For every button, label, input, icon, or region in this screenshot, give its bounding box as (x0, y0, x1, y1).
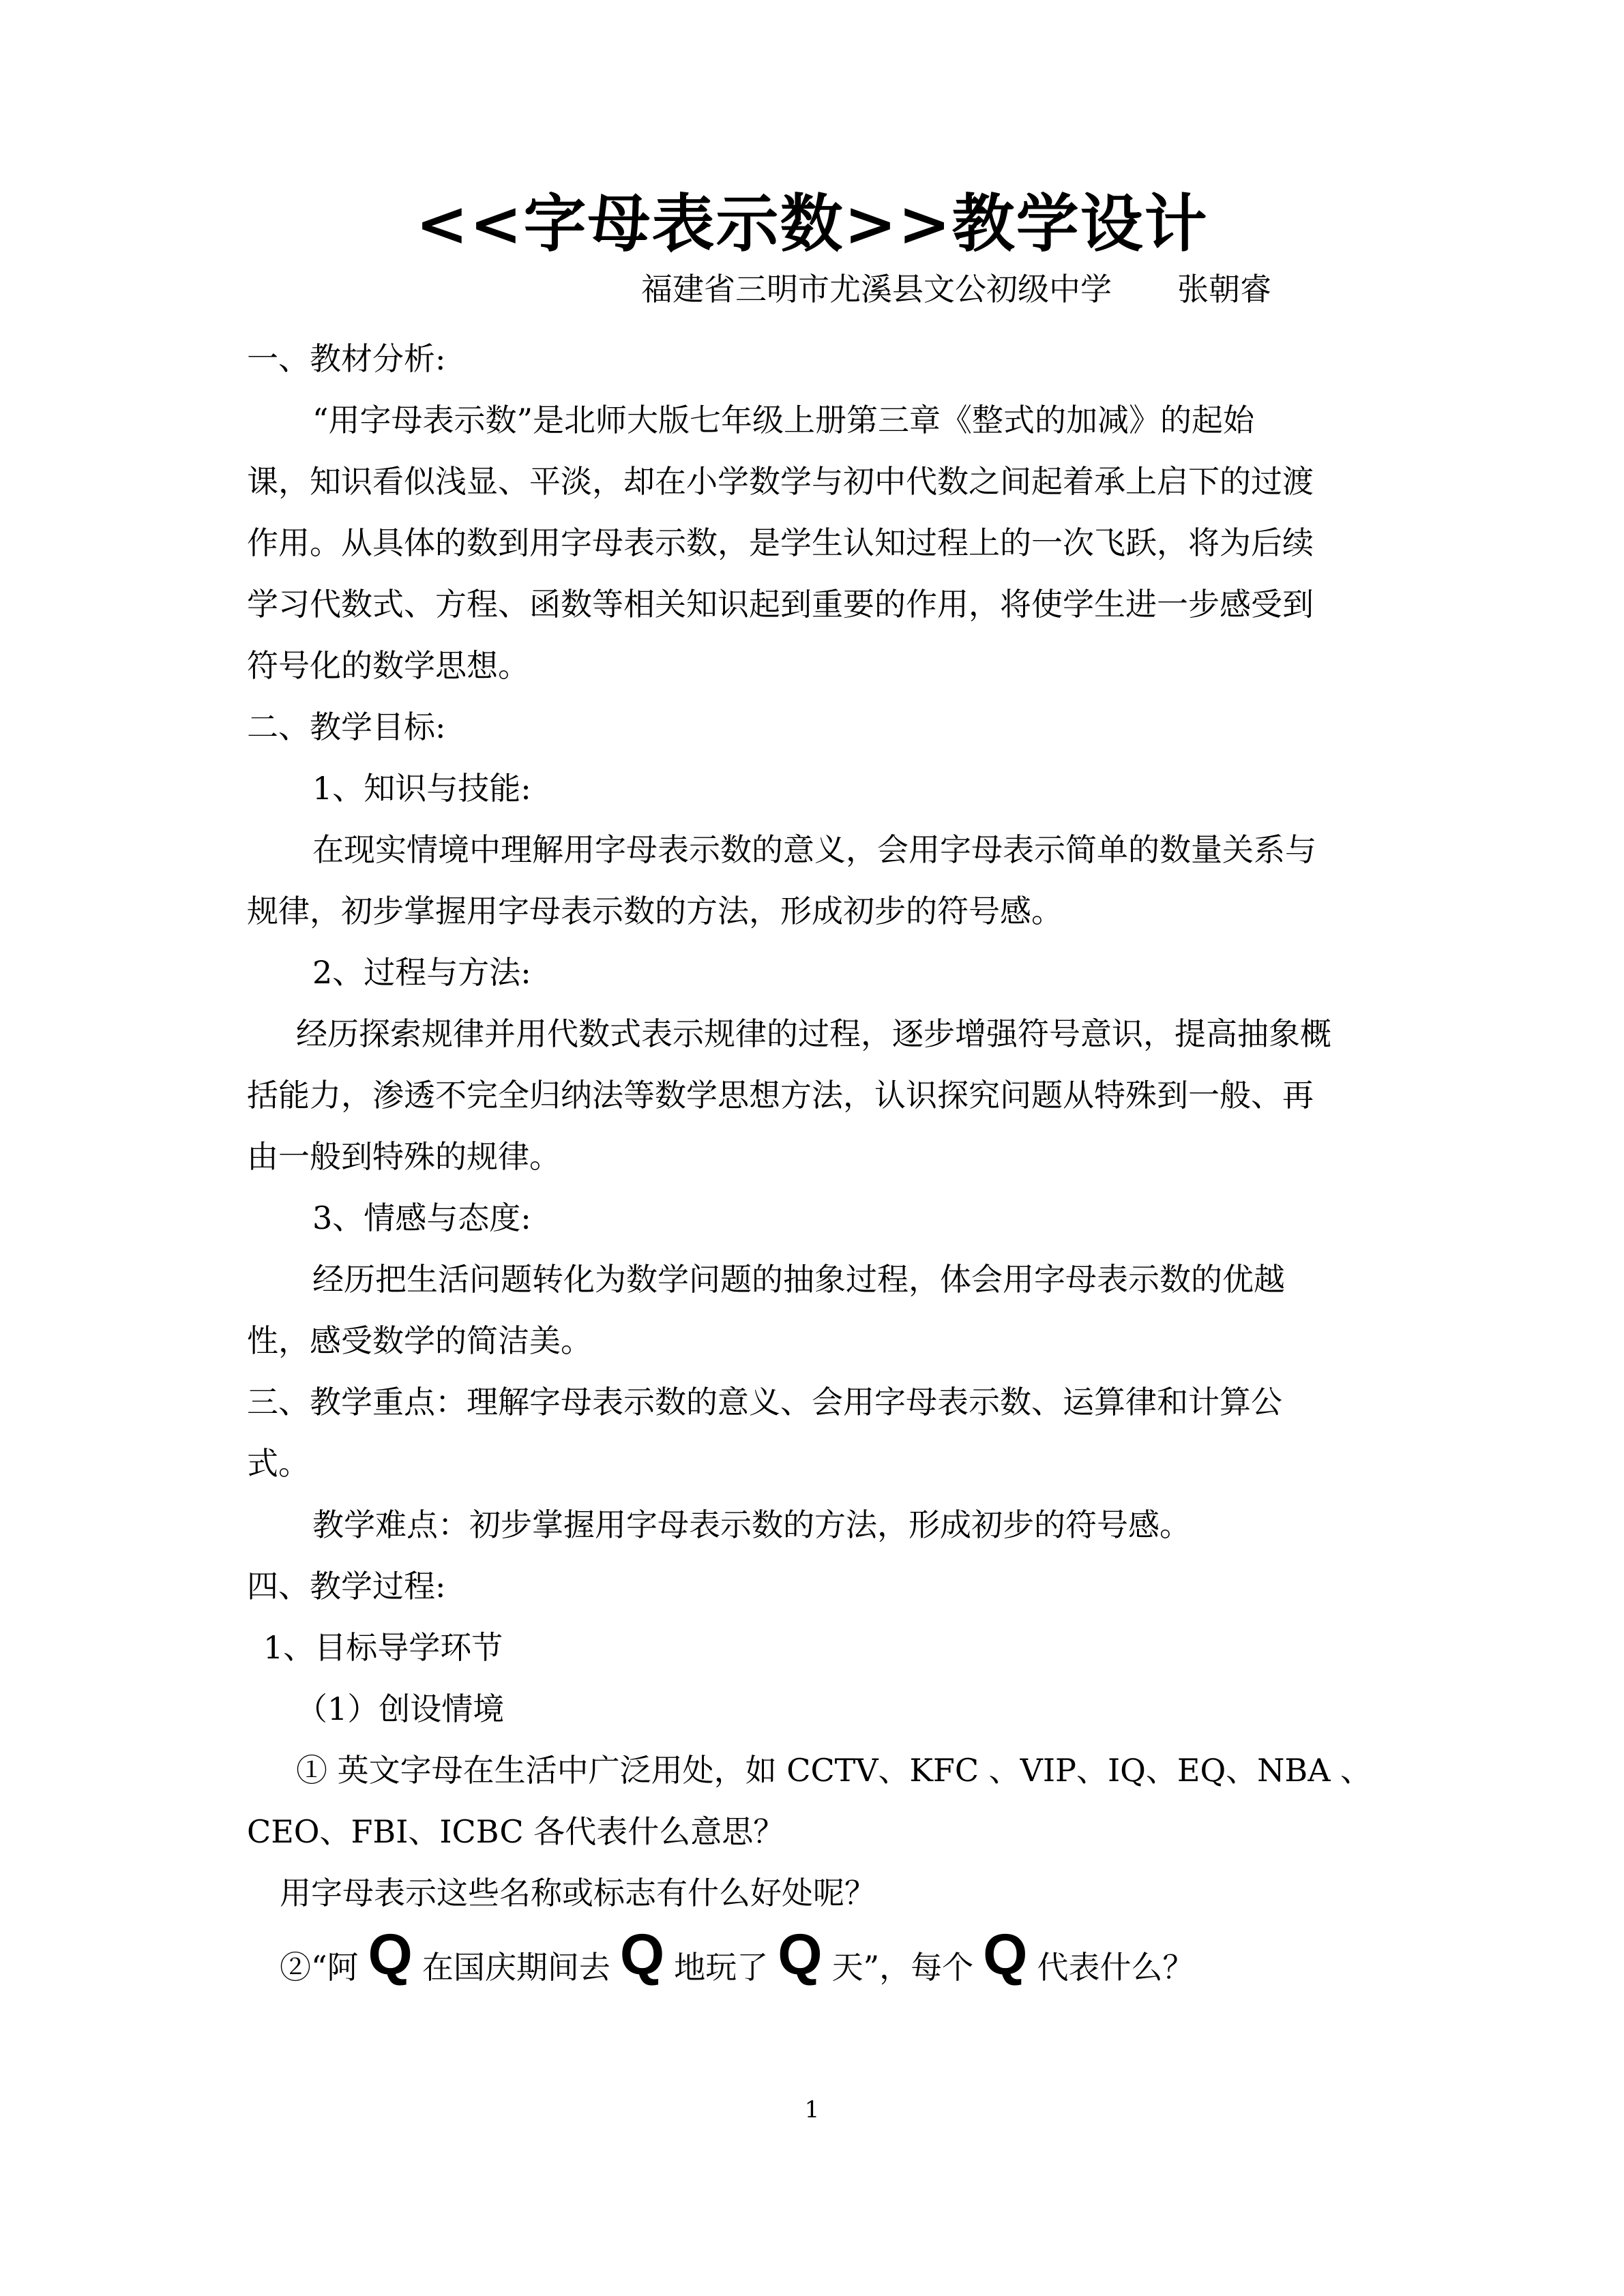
paragraph-line-acronyms-cont: CEO、FBI、ICBC 各代表什么意思？ (247, 1813, 785, 1850)
paragraph-line: 在现实情境中理解用字母表示数的意义，会用字母表示简单的数量关系与 (312, 831, 1316, 868)
q-question-line (280, 1922, 1194, 1998)
letter-q: Q (983, 1922, 1028, 1986)
paragraph-line: “用字母表示数”是北师大版七年级上册第三章《整式的加减》的起始 (312, 402, 1255, 438)
paragraph-line-acronyms: ① 英文字母在生活中广泛用处，如 CCTV、KFC 、VIP、IQ、EQ、NBA 、 (296, 1752, 1372, 1789)
subheading-goal-guided: 1、目标导学环节 (263, 1629, 503, 1666)
paragraph-line: 作用。从具体的数到用字母表示数，是学生认知过程上的一次飞跃，将为后续 (247, 524, 1314, 561)
paragraph-line: 经历探索规律并用代数式表示规律的过程，逐步增强符号意识，提高抽象概 (296, 1015, 1331, 1052)
paragraph-line: 经历把生活问题转化为数学问题的抽象过程，体会用字母表示数的优越 (312, 1261, 1285, 1298)
paragraph-line-question: 用字母表示这些名称或标志有什么好处呢？ (280, 1875, 876, 1911)
section-heading-textbook-analysis: 一、教材分析: (247, 340, 446, 377)
document-title: <<字母表示数>>教学设计 (415, 187, 1209, 260)
q-line-part5: 代表什么？ (1037, 1949, 1194, 1986)
paragraph-line: 符号化的数学思想。 (247, 647, 529, 684)
q-line-part1: ②“阿 (280, 1949, 359, 1986)
paragraph-line-difficulty: 教学难点：初步掌握用字母表示数的方法，形成初步的符号感。 (312, 1506, 1191, 1543)
paragraph-line: 学习代数式、方程、函数等相关知识起到重要的作用，将使学生进一步感受到 (247, 586, 1314, 623)
paragraph-line: 性，感受数学的简洁美。 (247, 1322, 592, 1359)
section-heading-teaching-process: 四、教学过程: (247, 1568, 446, 1605)
subheading-emotion-attitude: 3、情感与态度: (312, 1199, 531, 1236)
subheading-process-method: 2、过程与方法: (312, 954, 531, 991)
q-line-part4: 天”，每个 (831, 1949, 974, 1986)
paragraph-line: 括能力，渗透不完全归纳法等数学思想方法，认识探究问题从特殊到一般、再 (247, 1077, 1314, 1114)
section-heading-teaching-goals: 二、教学目标: (247, 709, 446, 745)
q-line-part2: 在国庆期间去 (422, 1949, 610, 1986)
paragraph-line: 课，知识看似浅显、平淡，却在小学数学与初中代数之间起着承上启下的过渡 (247, 463, 1314, 500)
author-line (641, 265, 1271, 314)
subheading-create-scenario: （1）创设情境 (296, 1690, 505, 1727)
paragraph-line: 规律，初步掌握用字母表示数的方法，形成初步的符号感。 (247, 893, 1063, 929)
letter-q: Q (619, 1922, 665, 1986)
paragraph-line: 式。 (247, 1445, 310, 1482)
page-number: 1 (804, 2096, 820, 2123)
letter-q: Q (368, 1922, 413, 1986)
paragraph-line: 由一般到特殊的规律。 (247, 1138, 561, 1175)
author-name: 张朝睿 (1177, 271, 1271, 308)
q-line-part3: 地玩了 (674, 1949, 769, 1986)
subheading-knowledge-skills: 1、知识与技能: (312, 770, 531, 807)
letter-q: Q (778, 1922, 823, 1986)
author-school: 福建省三明市尤溪县文公初级中学 (641, 271, 1112, 308)
section-heading-key-points: 三、教学重点：理解字母表示数的意义、会用字母表示数、运算律和计算公 (247, 1384, 1282, 1420)
